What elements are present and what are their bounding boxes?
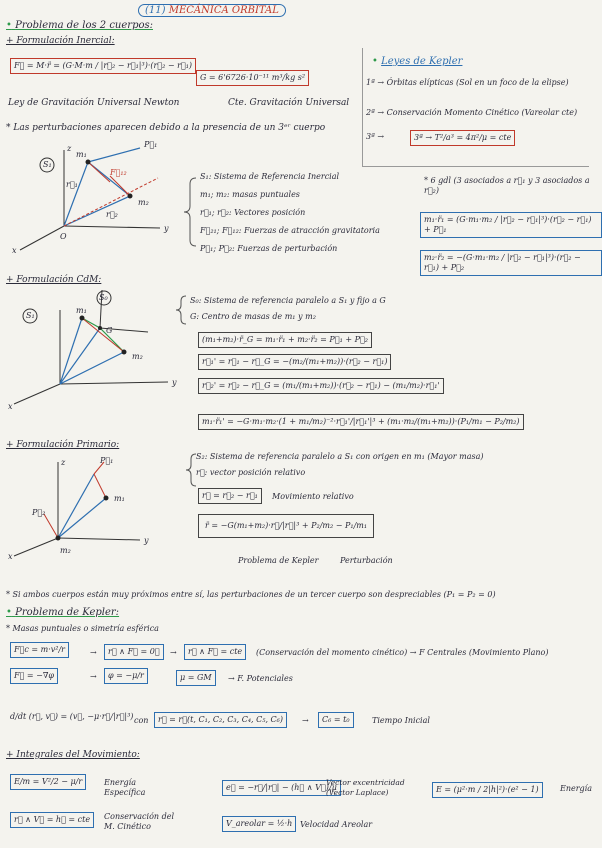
prim-under-perturb: Perturbación (340, 556, 393, 565)
eq-G-constant: G = 6'6726·10⁻¹¹ m³/kg s² (196, 70, 309, 86)
prim-eq-rel: r⃗ = r⃗₂ − r⃗₁ (198, 488, 262, 504)
cdm-eq-3: r⃗₂' = r⃗₂ − r⃗_G = (m₁/(m₁+m₂))·(r⃗₂ − r⃗₁) − (m₁/m₂)·r⃗₁' (198, 378, 444, 394)
legend-positions: r⃗₁; r⃗₂: Vectores posición (200, 208, 306, 217)
eq-m1: m₁·r̈₁ = (G·m₁·m₂ / |r⃗₂ − r⃗₁|³)·(r⃗₂ − r⃗₁) + P⃗₁ (420, 212, 602, 238)
label-m1-prim: m₁ (114, 494, 125, 503)
note-close-bodies: * Si ambos cuerpos están muy próximos entre sí, las perturbaciones de un tercer cuerpo son despreciables (P₁ = P₂ = 0) (6, 590, 496, 599)
kp-arrow4: → (302, 716, 309, 725)
kp-eq3-note: Tiempo Inicial (372, 716, 430, 725)
gdl-note: * 6 gdl (3 asociados a r⃗₁ y 3 asociados a r⃗₂) (424, 176, 590, 195)
cdm-eq-1: (m₁+m₂)·r̈_G = m₁·r̈₁ + m₂·r̈₂ = P⃗₁ + P⃗₂ (198, 332, 372, 348)
kepler-law-3: 3ª → T²/a³ = 4π²/μ = cte (410, 130, 515, 146)
label-x: x (12, 246, 17, 255)
cdm-legend-s0: S₀: Sistema de referencia paralelo a S₁ y fijo a G (190, 296, 386, 305)
int-energy2-eq: E = (μ²·m / 2|h|²)·(e² − 1) (432, 782, 543, 798)
kp-eq1-note: (Conservación del momento cinético) → F Centrales (Movimiento Plano) (256, 648, 549, 657)
section-kepler-problem: • Problema de Kepler: (6, 607, 120, 618)
legend-masses: m₁; m₂: masas puntuales (200, 190, 300, 199)
label-z: z (67, 144, 72, 153)
int-energy-eq: E/m = V²/2 − μ/r (10, 774, 86, 790)
heading-two-body: Problema de los 2 cuerpos: (15, 20, 153, 31)
int-ecc-eq: e⃗ = −r⃗/|r⃗| − (h⃗ ∧ V⃗)/μ (222, 780, 341, 796)
label-m2: m₂ (138, 198, 149, 207)
law-newton: Ley de Gravitación Universal Newton (8, 98, 180, 108)
int-h-eq: r⃗ ∧ V⃗ = h⃗ = cte (10, 812, 94, 828)
legend-perturb: P⃗₁; P⃗₂: Fuerzas de perturbación (200, 244, 338, 253)
law-constant: Cte. Gravitación Universal (228, 98, 350, 108)
kp-eq1-arrow: r⃗ ∧ F⃗ = 0⃗ (104, 644, 164, 660)
kepler-law-3-label: 3ª → (366, 132, 385, 141)
label-y-cdm: y (172, 378, 177, 387)
kepler-law-2: 2ª → Conservación Momento Cinético (Vareolar cte) (366, 108, 578, 117)
label-S1-cdm: S₁ (26, 311, 35, 320)
legend-forces: F⃗₂₁; F⃗₁₂: Fuerzas de atracción gravitatoria (200, 226, 380, 235)
label-P1: P⃗₁ (144, 140, 158, 149)
heading-primario: + Formulación Primario: (6, 440, 120, 450)
eq-gravitation: F⃗ = M·r̈ = (G·M·m / |r⃗₂ − r⃗₁|³)·(r⃗₂ − r⃗₁) (10, 58, 196, 74)
kp-eq2-mu: μ = GM (176, 670, 216, 686)
label-P1-prim: P⃗₁ (100, 456, 114, 465)
label-m1-cdm: m₁ (76, 306, 87, 315)
kp-eq3-r: r⃗ = r⃗(t, C₁, C₂, C₃, C₄, C₅, C₆) (154, 712, 287, 728)
perturb-note: * Las perturbaciones aparecen debido a la presencia de un 3ᵉʳ cuerpo (6, 123, 326, 133)
prim-eq-rel-label: Movimiento relativo (272, 492, 354, 501)
label-m1: m₁ (76, 150, 87, 159)
heading-integrals: + Integrales del Movimiento: (6, 750, 140, 760)
cdm-eq-4: m₁·r̈₁' = −G·m₁·m₂·(1 + m₁/m₂)⁻²·r⃗₁'/|r⃗₁'|³ + (m₁·m₂/(m₁+m₂))·(P₁/m₁ − P₂/m₂) (198, 414, 524, 430)
kepler-laws-title: • Leyes de Kepler (372, 56, 463, 67)
kepler-masses: * Masas puntuales o simetría esférica (6, 624, 159, 633)
label-S1: S₁ (43, 160, 52, 169)
kp-eq3: d/dt (r⃗, v⃗) = (v⃗, −μ·r⃗/|r⃗|³) (10, 712, 134, 721)
prim-legend-s2: S₂: Sistema de referencia paralelo a S₁ con origen en m₁ (Mayor masa) (196, 452, 484, 461)
heading-cdm: + Formulación CdM: (6, 275, 102, 285)
prim-legend-r: r⃗: vector posición relativo (196, 468, 306, 477)
label-y: y (164, 224, 169, 233)
kp-eq1-arrow2: r⃗ ∧ F⃗ = cte (184, 644, 246, 660)
label-y-prim: y (144, 536, 149, 545)
label-x-cdm: x (8, 402, 13, 411)
label-m2-cdm: m₂ (132, 352, 143, 361)
label-r2: r⃗₂ (106, 210, 118, 219)
label-O: O (60, 232, 67, 241)
page-number: (11) (145, 5, 166, 16)
label-r1: r⃗₁ (66, 180, 78, 189)
label-G: G (106, 326, 113, 335)
kp-eq2: F⃗ = −∇φ (10, 668, 58, 684)
kp-eq2-arrow: φ = −μ/r (104, 668, 148, 684)
int-h-label: Conservación del M. Cinético (104, 812, 175, 831)
label-P2-prim: P⃗₂ (32, 508, 46, 517)
prim-under-kepler: Problema de Kepler (238, 556, 319, 565)
kp-arrow2: → (170, 648, 177, 657)
kp-eq1: F⃗c = m·v²/r (10, 642, 69, 658)
section-two-body: • Problema de los 2 cuerpos: (6, 20, 153, 31)
eq-m2: m₂·r̈₂ = −(G·m₁·m₂ / |r⃗₂ − r⃗₁|³)·(r⃗₂ − r⃗₁) + P⃗₂ (420, 250, 602, 276)
cdm-legend-G: G: Centro de masas de m₁ y m₂ (190, 312, 316, 321)
page-title: MECÁNICA ORBITAL (168, 5, 279, 16)
int-energy2-label: Energía (560, 784, 592, 793)
label-S0: S₀ (99, 293, 108, 302)
kepler-law-1: 1ª → Órbitas elípticas (Sol en un foco de la elipse) (366, 78, 569, 87)
kp-eq3-c6: C₆ = t₀ (318, 712, 354, 728)
cdm-eq-2: r⃗₁' = r⃗₁ − r⃗_G = −(m₂/(m₁+m₂))·(r⃗₂ − r⃗₁) (198, 354, 391, 370)
kp-eq2-note: → F. Potenciales (228, 674, 293, 683)
label-m2-prim: m₂ (60, 546, 71, 555)
int-areolar-label: Velocidad Areolar (300, 820, 373, 829)
legend-s1: S₁: Sistema de Referencia Inercial (200, 172, 340, 181)
label-z-prim: z (61, 458, 66, 467)
kp-arrow3: → (90, 672, 97, 681)
int-areolar-eq: V_areolar = ½·h (222, 816, 296, 832)
kp-arrow1: → (90, 648, 97, 657)
label-F12: F⃗₁₂ (110, 168, 127, 177)
int-energy-label: Energía Específica (104, 778, 146, 797)
prim-eq-main: r̈ = −G(m₁+m₂)·r⃗/|r⃗|³ + P₂/m₂ − P₁/m₁ (198, 514, 374, 538)
sub-inertial: + Formulación Inercial: (6, 36, 115, 46)
int-ecc-label: Vector excentricidad (Vector Laplace) (326, 778, 405, 797)
kp-eq3-con: con (134, 716, 149, 725)
label-x-prim: x (8, 552, 13, 561)
